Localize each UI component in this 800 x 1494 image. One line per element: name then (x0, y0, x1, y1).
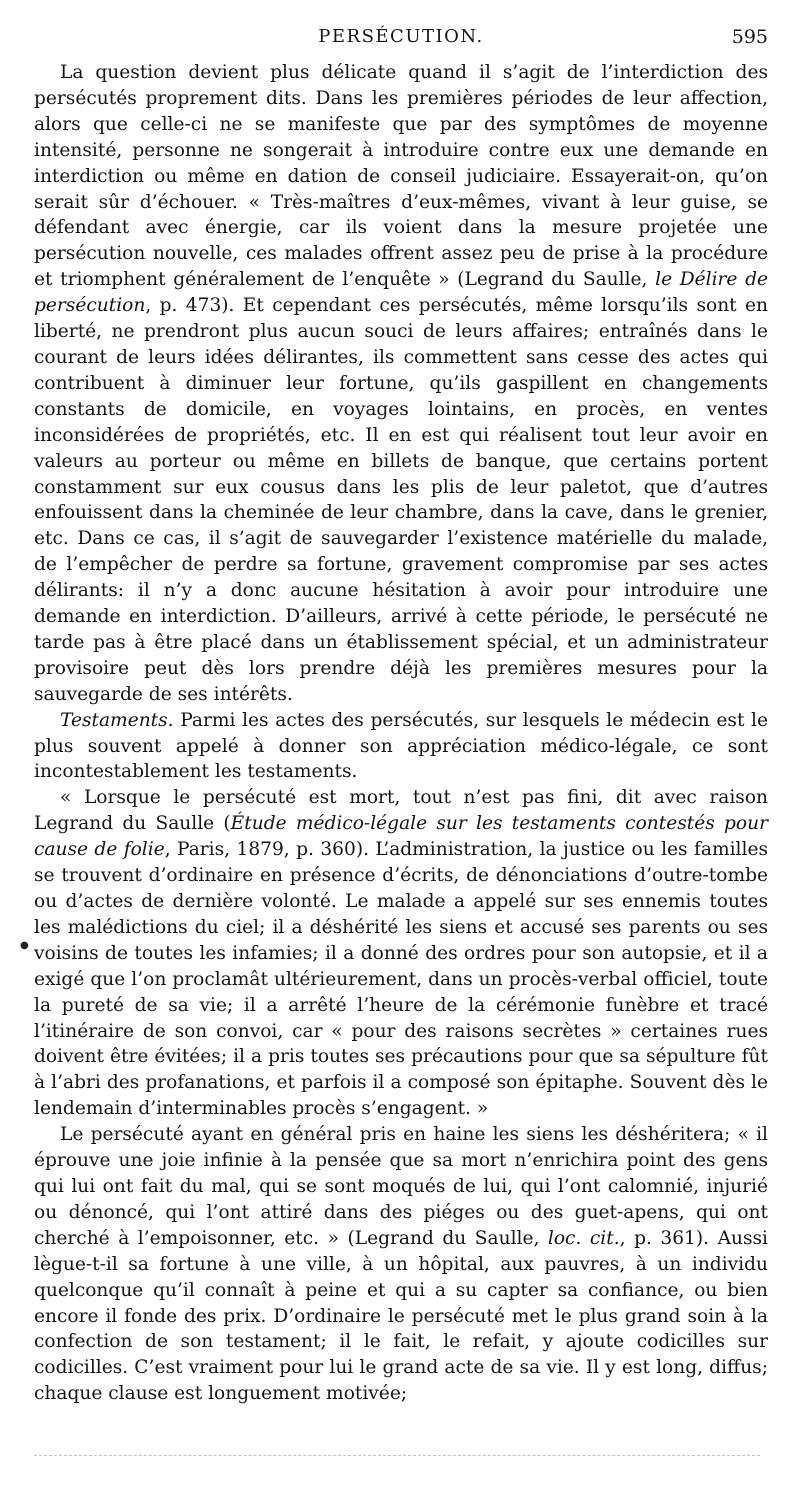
page-number: 595 (731, 26, 768, 48)
paragraph-text: Parmi les actes des persécutés, sur lesquels le médecin est le plus souvent appelé à donner son appréciation médico-légale, ce sont incontestablement les testaments. (34, 709, 768, 783)
page-bottom-rule (34, 1455, 760, 1456)
cited-work-title: Étude médico-légale sur les testaments contestés pour cause de folie (34, 813, 768, 861)
paragraph-text: , Paris, 1879, p. 360). L’administration, la justice ou les familles se trouvent d’ordinaire en présence d’écrits, de dénonciations d’outre-tombe ou d’actes de dernière volonté. Le malade a appelé sur ses ennemis toutes les malédictions du ciel; il a déshérité les siens et accusé ses parents ou ses voisins de toutes les infamies; il a donné des ordres pour son autopsie, et il a exigé que l’on proclamât ultérieurement, dans un procès-verbal officiel, toute la pureté de sa vie; il a arrêté l’heure de la cérémonie funèbre et tracé l’itinéraire de son convoi, car « pour des raisons secrètes » certaines rues doivent être évitées; il a pris toutes ses précautions pour que sa sépulture fût à l’abri des profanations, et parfois il a composé son épitaphe. Souvent dès le lendemain d’interminables procès s’engagent. » (34, 839, 768, 1120)
page-header (34, 26, 768, 60)
paragraph-text: Le persécuté ayant en général pris en haine les siens les déshéritera; « il éprouve une joie infinie à la pensée que sa mort n’enrichira point des gens qui lui ont fait du mal, qui se sont moqués de lui, qui l’ont calomnié, injurié ou dénoncé, qui l’ont attiré dans des piéges ou des guet-apens, qui ont cherché à l’empoisonner, etc. » (Legrand du Saulle, (34, 1124, 768, 1249)
paragraph-quotation (34, 785, 768, 1122)
citation-abbrev: loc. cit. (547, 1227, 620, 1249)
paragraph-text: , p. 473). Et cependant ces persécutés, même lorsqu’ils sont en liberté, ne prendront plus aucun souci de leurs affaires; entraînés dans le courant de leurs idées délirantes, ils commettent sans cesse des actes qui contribuent à diminuer leur fortune, qu’ils gaspillent en changements constants de domicile, en voyages lointains, en procès, en ventes inconsidérées de propriétés, etc. Il en est qui réalisent tout leur avoir en valeurs au porteur ou même en billets de banque, que certains portent constamment sur eux cousus dans les plis de leur paletot, que d’autres enfouissent dans la cheminée de leur chambre, dans la cave, dans le grenier, etc. Dans ce cas, il s’agit de sauvegarder l’existence matérielle du malade, de l’empêcher de perdre sa fortune, gravement compromise par ses actes délirants: il n’y a donc aucune hésitation à avoir pour introduire une demande en interdiction. D’ailleurs, arrivé à cette période, le persécuté ne tarde pas à être placé dans un établissement spécial, et un administrateur provisoire peut dès lors prendre déjà les premières mesures pour la sauvegarde de ses intérêts. (34, 295, 768, 705)
book-page (34, 26, 768, 1407)
margin-dot: ● (20, 940, 29, 951)
paragraph-testaments (34, 708, 768, 786)
section-heading: Testaments. (60, 709, 174, 731)
paragraph-text: La question devient plus délicate quand il s’agit de l’interdiction des persécutés proprement dits. Dans les premières périodes de leur affection, alors que celle-ci ne se manifeste que par des symptômes de moyenne intensité, personne ne songerait à introduire contre eux une demande en interdiction ou même en dation de conseil judiciaire. Essayerait-on, qu’on serait sûr d’échouer. « Très-maîtres d’eux-mêmes, vivant à leur guise, se défendant avec énergie, car ils voient dans la mesure projetée une persécution nouvelle, ces malades offrent assez peu de prise à la procédure et triomphent généralement de l’enquête » (Legrand du Saulle, (34, 62, 768, 291)
body-text (34, 60, 768, 1407)
paragraph-heritage (34, 1122, 768, 1407)
running-title: PERSÉCUTION. (318, 26, 484, 47)
paragraph-interdiction (34, 60, 768, 708)
paragraph-text: « Lorsque le persécuté est mort, tout n’est pas fini, dit avec raison Legrand du Saulle ( (34, 787, 768, 835)
paragraph-text: , p. 361). Aussi lègue-t-il sa fortune à une ville, à un hôpital, aux pauvres, à un individu quelconque qu’il connaît à peine et qui a su capter sa confiance, ou bien encore il fonde des prix. D’ordinaire le persécuté met le plus grand soin à la confection de son testament; il le fait, le refait, y ajoute codicilles sur codicilles. C’est vraiment pour lui le grand acte de sa vie. Il y est long, diffus; chaque clause est longuement motivée; (34, 1227, 769, 1405)
cited-work-title: le Délire de persécution (34, 269, 769, 317)
